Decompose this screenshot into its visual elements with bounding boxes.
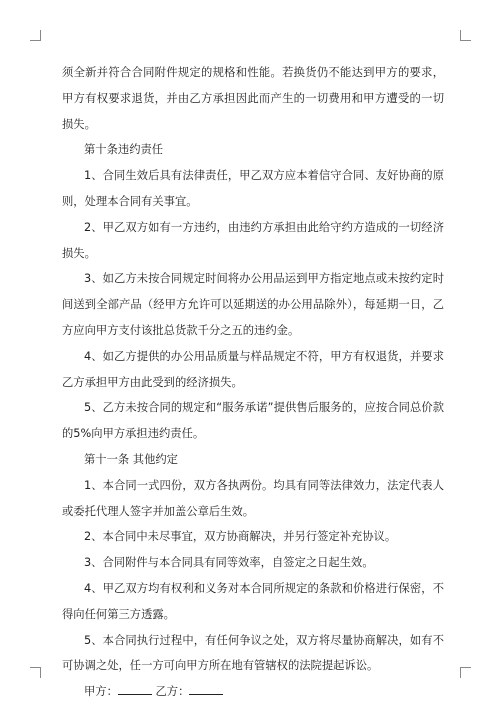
- party-a-label: 甲方：: [84, 685, 118, 699]
- section-11-item-3: 3、合同附件与本合同具有同等效率，自签定之日起生效。: [84, 556, 374, 570]
- party-b-blank: [189, 682, 223, 695]
- crop-mark-top-left: [30, 30, 41, 41]
- signature-line: [62, 679, 444, 705]
- section-10-item-3: 3、如乙方未按合同规定时间将办公用品运到甲方指定地点或未按约定时间送到全部产品（经甲方允许可以延期送的办公用品除外），每延期一日，乙方应向甲方支付该批总货款千分之五的违约金。: [62, 272, 444, 337]
- party-a-blank: [118, 682, 152, 695]
- crop-mark-bottom-right: [460, 667, 471, 678]
- crop-mark-bottom-left: [30, 667, 41, 678]
- section-10-item-5: 5、乙方未按合同的规定和“服务承诺”提供售后服务的，应按合同总价款的5%向甲方承担违约责任。: [62, 401, 444, 441]
- section-10-item-1: 1、合同生效后具有法律责任，甲乙双方应本着信守合同、友好协商的原则，处理本合同有关事宜。: [62, 169, 444, 208]
- section-11-item-2: 2、本合同中未尽事宜，双方协商解决，并另行签定补充协议。: [84, 530, 397, 544]
- party-b-label: 乙方：: [155, 685, 190, 699]
- section-11-heading: 第十一条 其他约定: [84, 452, 178, 466]
- crop-mark-top-right: [460, 30, 471, 41]
- section-10-item-4: 4、如乙方提供的办公用品质量与样品规定不符，甲方有权退货，并要求乙方承担甲方由此受到的经济损失。: [62, 349, 444, 389]
- section-11-item-1: 1、本合同一式四份，双方各执两份。均具有同等法律效力，法定代表人或委托代理人签字并加盖公章后生效。: [62, 478, 444, 518]
- section-10-heading: 第十条违约责任: [84, 143, 164, 157]
- section-11-item-4: 4、甲乙双方均有权利和义务对本合同所规定的条款和价格进行保密，不得向任何第三方透露。: [62, 581, 444, 621]
- section-10-item-2: 2、甲乙双方如有一方违约，由违约方承担由此给守约方造成的一切经济损失。: [62, 220, 444, 260]
- section-11-item-5: 5、本合同执行过程中，有任何争议之处，双方将尽量协商解决，如有不可协调之处，任一方可向甲方所在地有管辖权的法院提起诉讼。: [62, 633, 444, 673]
- document-body: [62, 60, 444, 705]
- intro-paragraph: 须全新并符合合同附件规定的规格和性能。若换货仍不能达到甲方的要求，甲方有权要求退货，并由乙方承担因此而产生的一切费用和甲方遭受的一切损失。: [62, 66, 444, 131]
